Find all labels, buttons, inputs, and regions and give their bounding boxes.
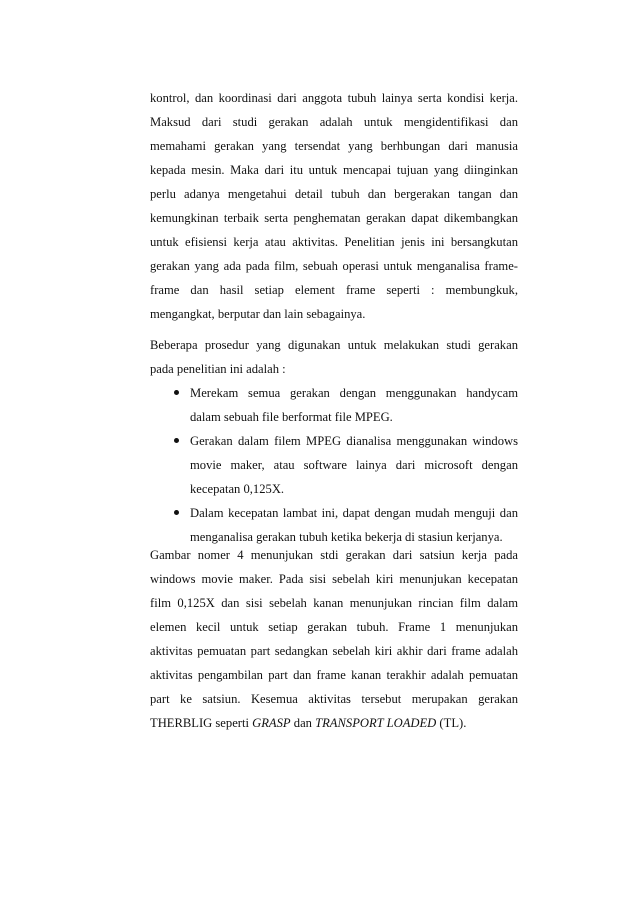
text-line: pada penelitian ini adalah : xyxy=(150,362,286,376)
text-segment: (TL). xyxy=(436,716,467,730)
term-transport-loaded: TRANSPORT LOADED xyxy=(315,716,437,730)
bullet-icon xyxy=(174,390,179,395)
text-line: aktivitas pemuatan part sedangkan sebelah kiri akhir dari frame adalah xyxy=(150,644,518,658)
text-line: dalam sebuah file berformat file MPEG. xyxy=(190,410,393,424)
text-line: memahami gerakan yang tersendat yang berhbungan dari manusia xyxy=(150,139,518,153)
list-item xyxy=(150,429,518,501)
text-line: Gerakan dalam filem MPEG dianalisa menggunakan windows xyxy=(190,434,518,448)
text-line: kecepatan 0,125X. xyxy=(190,482,285,496)
text-line: frame dan hasil setiap element frame seperti : membungkuk, xyxy=(150,283,518,297)
bullet-icon xyxy=(174,510,179,515)
text-line: part ke satsiun. Kesemua aktivitas tersebut merupakan gerakan xyxy=(150,692,518,706)
list-item xyxy=(150,381,518,429)
text-line: windows movie maker. Pada sisi sebelah kiri menunjukan kecepatan xyxy=(150,572,518,586)
text-line: kemungkinan terbaik serta penghematan gerakan dapat dikembangkan xyxy=(150,211,518,225)
paragraph-2 xyxy=(150,333,518,381)
text-line: mengangkat, berputar dan lain sebagainya. xyxy=(150,307,366,321)
text-line: elemen kecil untuk setiap gerakan tubuh. Frame 1 menunjukan xyxy=(150,620,518,634)
text-segment: dan xyxy=(290,716,316,730)
text-line: kontrol, dan koordinasi dari anggota tubuh lainya serta kondisi kerja. xyxy=(150,91,518,105)
term-grasp: GRASP xyxy=(252,716,291,730)
text-line: movie maker, atau software lainya dari microsoft dengan xyxy=(190,458,518,472)
text-line: gerakan yang ada pada film, sebuah operasi untuk menganalisa frame- xyxy=(150,259,518,273)
text-line: Beberapa prosedur yang digunakan untuk melakukan studi gerakan xyxy=(150,338,518,352)
text-line: perlu adanya mengetahui detail tubuh dan bergerakan tangan dan xyxy=(150,187,518,201)
text-line: Merekam semua gerakan dengan menggunakan handycam xyxy=(190,386,518,400)
paragraph-3 xyxy=(150,543,518,735)
text-line: Gambar nomer 4 menunjukan stdi gerakan dari satsiun kerja pada xyxy=(150,548,518,562)
paragraph-1 xyxy=(150,86,518,326)
list-item xyxy=(150,501,518,549)
text-line: Maksud dari studi gerakan adalah untuk mengidentifikasi dan xyxy=(150,115,518,129)
text-line: menganalisa gerakan tubuh ketika bekerja di stasiun kerjanya. xyxy=(190,530,503,544)
text-line: aktivitas pengambilan part dan frame kanan terakhir adalah pemuatan xyxy=(150,668,518,682)
text-line-last xyxy=(150,711,518,735)
text-line: kepada mesin. Maka dari itu untuk mencapai tujuan yang diinginkan xyxy=(150,163,518,177)
text-segment: THERBLIG seperti xyxy=(150,716,253,730)
bullet-list xyxy=(150,381,518,549)
text-line: Dalam kecepatan lambat ini, dapat dengan mudah menguji dan xyxy=(190,506,518,520)
text-line: film 0,125X dan sisi sebelah kanan menunjukan rincian film dalam xyxy=(150,596,518,610)
text-line: untuk efisiensi kerja atau aktivitas. Penelitian jenis ini bersangkutan xyxy=(150,235,518,249)
bullet-icon xyxy=(174,438,179,443)
